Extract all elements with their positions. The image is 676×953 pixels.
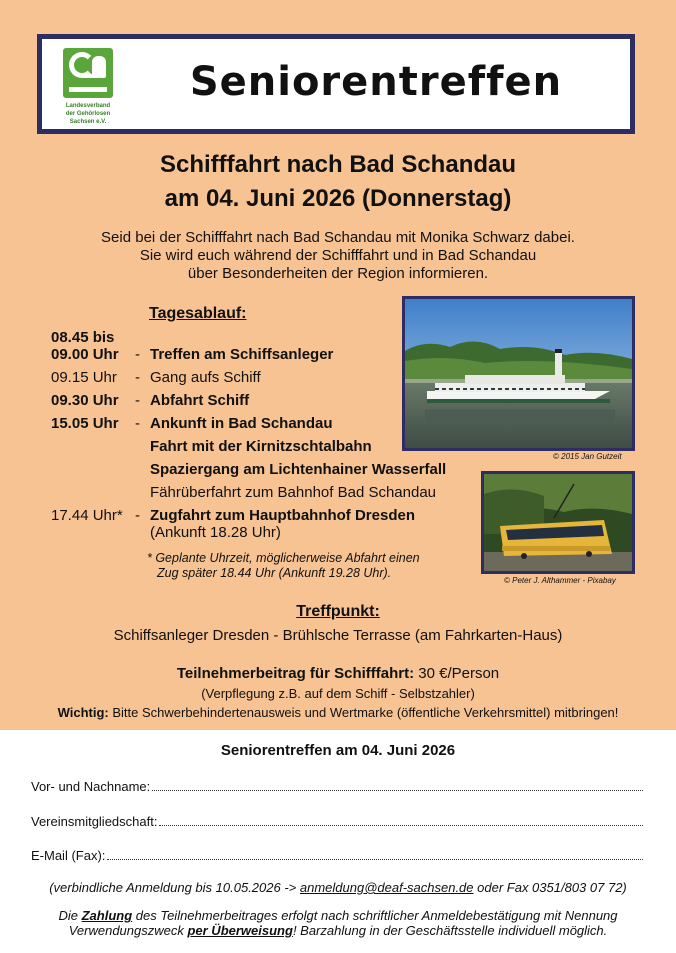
schedule-dash: -: [135, 346, 140, 363]
schedule-item: Fährüberfahrt zum Bahnhof Bad Schandau: [150, 484, 437, 501]
schedule-item: Abfahrt Schiff: [150, 392, 250, 409]
schedule-item: Ankunft in Bad Schandau: [150, 415, 333, 432]
important-label: Wichtig:: [57, 705, 109, 720]
name-field-label: Vor- und Nachname:: [31, 779, 151, 794]
email-field-label: E-Mail (Fax):: [31, 848, 106, 863]
schedule-item: Zugfahrt zum Hauptbahnhof Dresden: [150, 507, 415, 524]
page-title: Seniorentreffen: [189, 59, 563, 105]
form-title: Seniorentreffen am 04. Juni 2026: [220, 742, 456, 759]
schedule-item-note: (Ankunft 18.28 Uhr): [150, 524, 281, 541]
schedule-time: 17.44 Uhr*: [51, 507, 123, 524]
schedule-time: 08.45 bis: [51, 329, 115, 346]
important-note: [0, 705, 676, 720]
schedule-dash: -: [135, 415, 140, 432]
schedule-item: Gang aufs Schiff: [150, 369, 261, 386]
logo-hand-icon: [63, 48, 113, 98]
club-field-line[interactable]: [159, 815, 643, 826]
fee-line: [0, 665, 676, 682]
fee-value: 30 €/Person: [418, 665, 500, 682]
tram-photo: [481, 471, 635, 574]
fee-note: (Verpflegung z.B. auf dem Schiff - Selbstzahler): [201, 686, 475, 701]
organization-logo: [60, 48, 116, 126]
registration-email-link[interactable]: anmeldung@deaf-sachsen.de: [299, 880, 474, 895]
meeting-location: Schiffsanleger Dresden - Brühlsche Terrasse (am Fahrkarten-Haus): [113, 627, 563, 644]
payment-note: Die Zahlung des Teilnehmerbeitrages erfolgt nach schriftlicher Anmeldebestätigung mit Nennung Verwendungszweck per Überweisung! Barzahlung in der Geschäftsstelle individuell möglich.: [58, 908, 618, 938]
fee-label: Teilnehmerbeitrag für Schifffahrt:: [176, 665, 415, 682]
registration-text: (verbindliche Anmeldung bis 10.05.2026 ->: [49, 880, 300, 895]
name-field-line[interactable]: [152, 780, 643, 791]
club-field-label: Vereinsmitgliedschaft:: [31, 814, 158, 829]
schedule-dash: -: [135, 392, 140, 409]
event-subtitle: Schifffahrt nach Bad Schandau am 04. Juni 2026 (Donnerstag): [159, 151, 517, 212]
schedule-time: 15.05 Uhr: [51, 415, 119, 432]
club-field[interactable]: [31, 814, 643, 829]
schedule-heading: Tagesablauf:: [149, 305, 247, 322]
ship-photo: [402, 296, 635, 451]
meeting-heading: Treffpunkt:: [296, 603, 380, 620]
important-text: Bitte Schwerbehindertenausweis und Wertmarke (öffentliche Verkehrsmittel) mitbringen!: [112, 705, 619, 720]
schedule-footnote: * Geplante Uhrzeit, möglicherweise Abfahrt einen Zug später 18.44 Uhr (Ankunft 19.28 Uhr).: [147, 551, 420, 580]
schedule-time: 09.15 Uhr: [51, 369, 117, 386]
schedule-dash: -: [135, 507, 140, 524]
schedule-item: Spaziergang am Lichtenhainer Wasserfall: [150, 461, 447, 478]
event-intro: Seid bei der Schifffahrt nach Bad Schandau mit Monika Schwarz dabei. Sie wird euch während der Schifffahrt und in Bad Schandau über Besonderheiten der Region informieren.: [101, 229, 575, 282]
logo-text: Landesverband der Gehörlosen Sachsen e.V.: [65, 103, 111, 125]
email-field[interactable]: [31, 848, 643, 863]
ship-photo-credit: © 2015 Jan Gutzeit: [553, 452, 622, 461]
schedule-dash: -: [135, 369, 140, 386]
tram-photo-credit: © Peter J. Althammer - Pixabay: [504, 576, 616, 585]
schedule-item: Treffen am Schiffsanleger: [150, 346, 334, 363]
name-field[interactable]: [31, 779, 643, 794]
registration-fax: oder Fax 0351/803 07 72): [473, 880, 627, 895]
schedule-time: 09.30 Uhr: [51, 392, 119, 409]
schedule-time: 09.00 Uhr: [51, 346, 119, 363]
header-box: [37, 34, 635, 134]
email-field-line[interactable]: [107, 849, 643, 860]
registration-note: [0, 880, 676, 895]
schedule-item: Fahrt mit der Kirnitzschtalbahn: [150, 438, 372, 455]
